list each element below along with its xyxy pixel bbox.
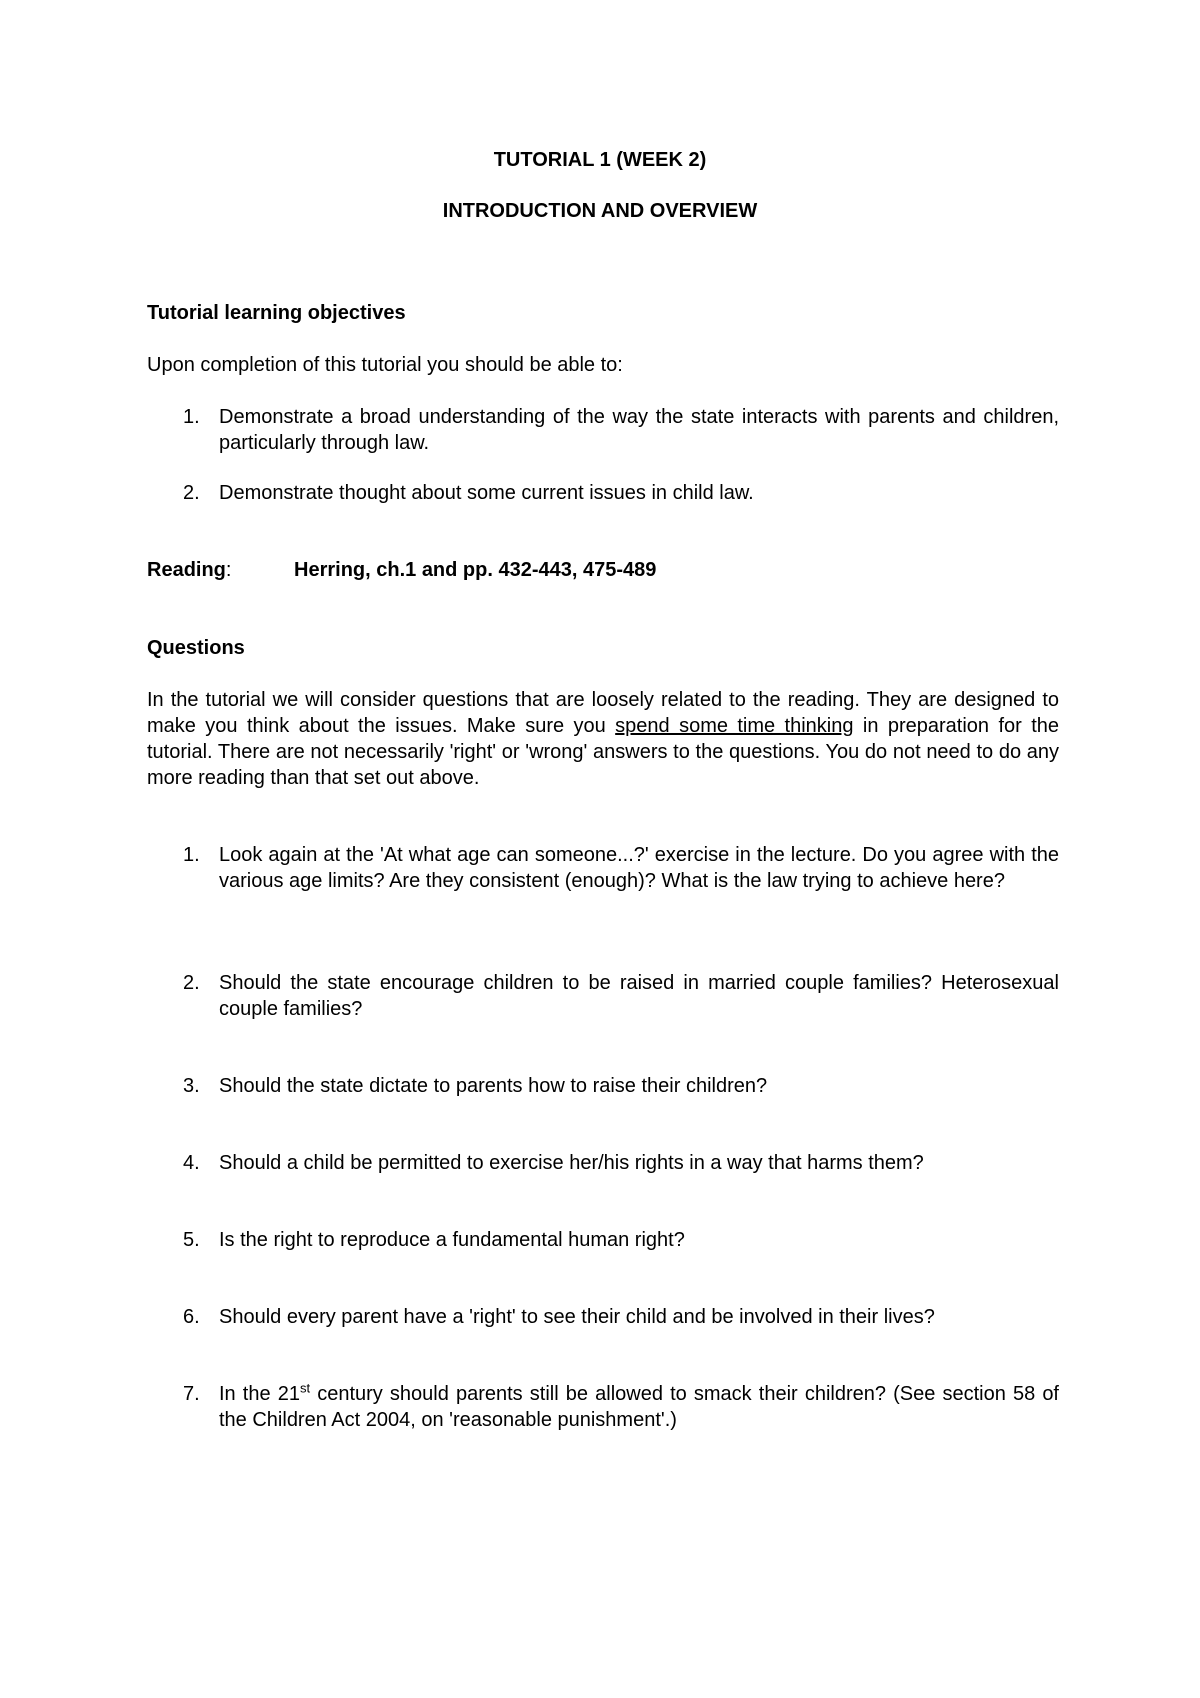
document-subtitle: INTRODUCTION AND OVERVIEW — [442, 200, 758, 222]
list-item-text: Is the right to reproduce a fundamental human right? — [219, 1229, 685, 1251]
list-item-text: Should the state dictate to parents how to raise their children? — [219, 1075, 768, 1097]
list-item-text — [219, 1381, 1059, 1433]
ordinal-suffix: st — [299, 1380, 311, 1396]
questions-heading: Questions — [147, 637, 245, 659]
reading-line — [147, 557, 231, 583]
list-item-text: Demonstrate thought about some current issues in child law. — [219, 482, 754, 504]
list-item-text: Should every parent have a 'right' to see their child and be involved in their lives? — [219, 1306, 935, 1328]
reading-label: Reading — [147, 559, 226, 581]
reading-colon: : — [225, 559, 232, 581]
list-item-number: 7. — [183, 1383, 200, 1405]
list-item-number: 4. — [183, 1152, 200, 1174]
objectives-heading: Tutorial learning objectives — [147, 302, 406, 324]
list-item-text: Should the state encourage children to be raised in married couple families? Heterosexual couple families? — [219, 972, 1059, 1020]
list-item-text: Should a child be permitted to exercise her/his rights in a way that harms them? — [219, 1152, 924, 1174]
questions-intro — [147, 687, 1059, 791]
list-item-text: Demonstrate a broad understanding of the way the state interacts with parents and children, particularly through law. — [219, 406, 1059, 454]
questions-intro-part1: In the tutorial we will consider questions that are loosely related to the reading. They are designed to make you think about the issues. Make sure you — [147, 689, 1059, 737]
questions-intro-emphasis: spend some time thinking — [615, 715, 854, 737]
document-title: TUTORIAL 1 (WEEK 2) — [493, 149, 707, 171]
list-item-number: 2. — [183, 482, 200, 504]
list-item-text: Look again at the 'At what age can someone...?' exercise in the lecture. Do you agree with the various age limits? Are they consistent (enough)? What is the law trying to achieve here? — [219, 844, 1059, 892]
list-item-text-start: In the 21 — [219, 1383, 300, 1405]
list-item-number: 6. — [183, 1306, 200, 1328]
questions-intro-part2: in preparation for the tutorial. There are not necessarily 'right' or 'wrong' answers to the questions. You do not need to do any more reading than that set out above. — [147, 715, 1059, 789]
list-item-number: 5. — [183, 1229, 200, 1251]
reading-text: Herring, ch.1 and pp. 432-443, 475-489 — [294, 559, 657, 581]
objectives-intro: Upon completion of this tutorial you should be able to: — [147, 354, 623, 376]
list-item-number: 1. — [183, 844, 200, 866]
list-item-number: 3. — [183, 1075, 200, 1097]
list-item-text-rest: century should parents still be allowed to smack their children? (See section 58 of the Children Act 2004, on 'reasonable punishment'.) — [219, 1383, 1059, 1431]
list-item-number: 2. — [183, 972, 200, 994]
list-item-number: 1. — [183, 406, 200, 428]
